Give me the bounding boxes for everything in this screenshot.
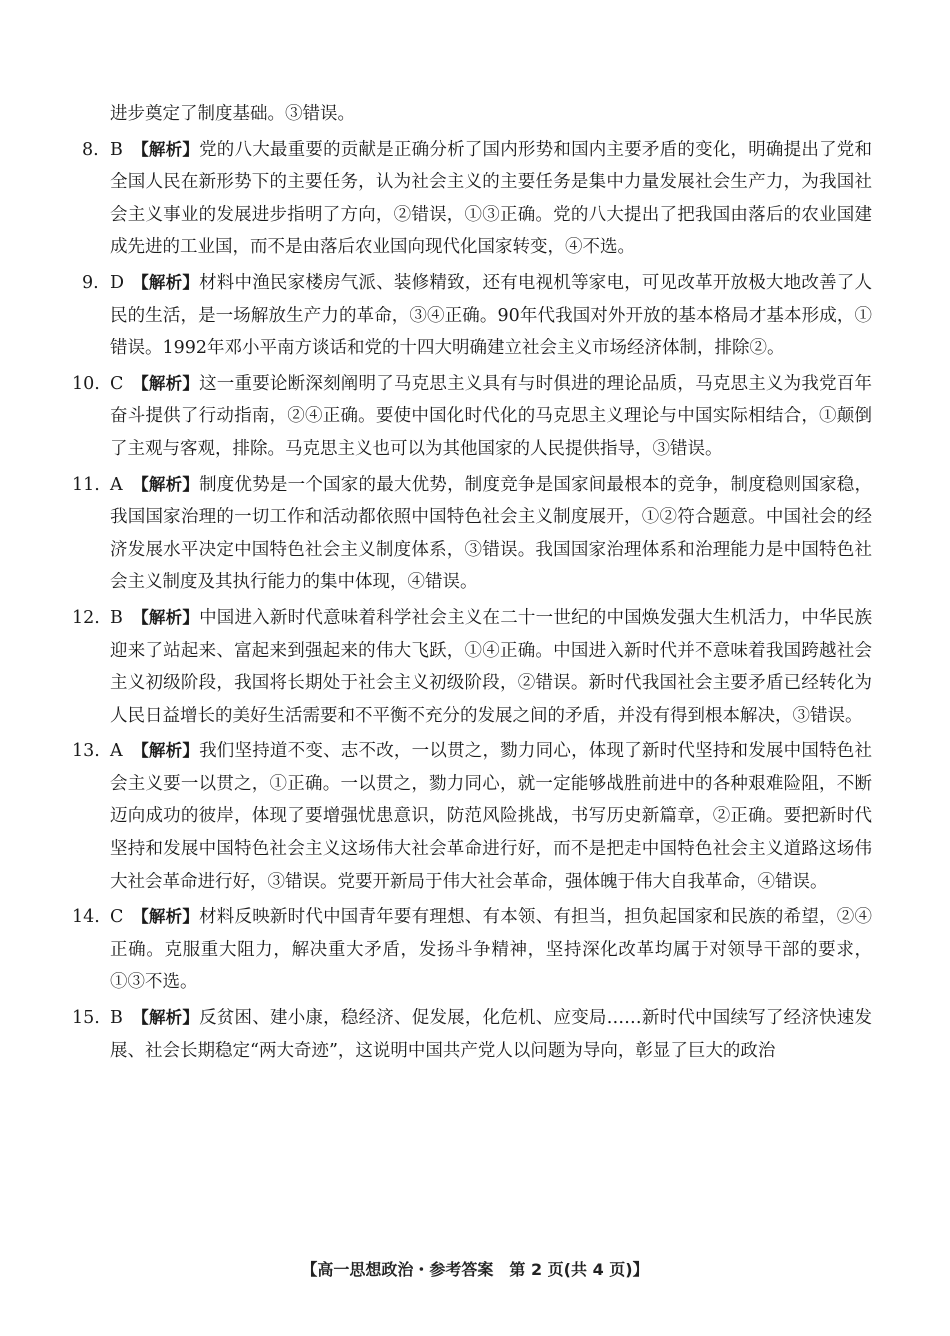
explanation-body bbox=[110, 735, 872, 898]
analysis-tag: 【解析】 bbox=[132, 373, 200, 393]
question-number: 10. bbox=[72, 373, 100, 394]
question-number: 11. bbox=[72, 474, 100, 495]
explanation-body bbox=[110, 469, 872, 599]
explanation-body bbox=[110, 602, 872, 732]
analysis-tag: 【解析】 bbox=[132, 272, 200, 292]
explanation-text: 反贫困、建小康，稳经济、促发展，化危机、应变局……新时代中国续写了经济快速发展、社会长期稳定“两大奇迹”，这说明中国共产党人以问题为导向，彰显了巨大的政治 bbox=[110, 1008, 873, 1061]
answer-letter: B bbox=[110, 607, 123, 628]
page-footer: 【高一思想政治・参考答案 第 2 页(共 4 页)】 bbox=[301, 1260, 649, 1279]
analysis-tag: 【解析】 bbox=[132, 741, 200, 761]
explanation-text: 材料中渔民家楼房气派、装修精致，还有电视机等家电，可见改革开放极大地改善了人民的生活，是一场解放生产力的革命，③④正确。90年代我国对外开放的基本格局才基本形成，①错误。1992年邓小平南方谈话和党的十四大明确建立社会主义市场经济体制，排除②。 bbox=[110, 272, 873, 359]
answer-item-11 bbox=[72, 469, 873, 599]
explanation-text: 党的八大最重要的贡献是正确分析了国内形势和国内主要矛盾的变化，明确提出了党和全国人民在新形势下的主要任务，认为社会主义的主要任务是集中力量发展社会生产力，为我国社会主义事业的发展进步指明了方向，②错误，①③正确。党的八大提出了把我国由落后的农业国建成先进的工业国，而不是由落后农业国向现代化国家转变，④不选。 bbox=[110, 139, 873, 258]
answer-item-15 bbox=[72, 1002, 873, 1067]
question-number: 12. bbox=[72, 607, 100, 628]
answer-item-10 bbox=[72, 368, 873, 466]
analysis-tag: 【解析】 bbox=[132, 139, 200, 159]
question-number: 13. bbox=[72, 741, 100, 762]
explanation-text: 这一重要论断深刻阐明了马克思主义具有与时俱进的理论品质，马克思主义为我党百年奋斗提供了行动指南，②④正确。要使中国化时代化的马克思主义理论与中国实际相结合，①颠倒了主观与客观，排除。马克思主义也可以为其他国家的人民提供指导，③错误。 bbox=[110, 373, 873, 459]
analysis-tag: 【解析】 bbox=[132, 607, 200, 627]
answer-letter: B bbox=[110, 139, 123, 160]
answer-item-8 bbox=[82, 134, 872, 264]
explanation-body bbox=[110, 267, 872, 365]
continued-text: 进步奠定了制度基础。③错误。 bbox=[110, 104, 355, 124]
answer-item-12 bbox=[72, 602, 873, 732]
answer-letter: B bbox=[110, 1008, 123, 1029]
answer-letter: C bbox=[110, 373, 124, 394]
question-number: 9. bbox=[82, 272, 99, 293]
question-number: 14. bbox=[72, 907, 100, 928]
analysis-tag: 【解析】 bbox=[132, 1008, 200, 1028]
question-number: 8. bbox=[82, 139, 99, 160]
question-number: 15. bbox=[72, 1008, 100, 1029]
answer-explanations bbox=[72, 98, 873, 1067]
answer-letter: C bbox=[110, 907, 124, 928]
explanation-text: 材料反映新时代中国青年要有理想、有本领、有担当，担负起国家和民族的希望，②④正确。克服重大阻力，解决重大矛盾，发扬斗争精神，坚持深化改革均属于对领导干部的要求，①③不选。 bbox=[110, 907, 873, 993]
answer-letter: D bbox=[110, 272, 125, 293]
analysis-tag: 【解析】 bbox=[132, 907, 200, 927]
answer-letter: A bbox=[110, 474, 123, 495]
answer-letter: A bbox=[110, 741, 123, 762]
explanation-body bbox=[110, 134, 872, 264]
explanation-text: 我们坚持道不变、志不改，一以贯之，勠力同心，体现了新时代坚持和发展中国特色社会主义要一以贯之，①正确。一以贯之，勠力同心，就一定能够战胜前进中的各种艰难险阻，不断迈向成功的彼岸，体现了要增强忧患意识，防范风险挑战，书写历史新篇章，②正确。要把新时代坚持和发展中国特色社会主义这场伟大社会革命进行好，而不是把走中国特色社会主义道路这场伟大社会革命进行好，③错误。党要开新局于伟大社会革命，强体魄于伟大自我革命，④错误。 bbox=[110, 741, 873, 892]
explanation-text: 中国进入新时代意味着科学社会主义在二十一世纪的中国焕发强大生机活力，中华民族迎来了站起来、富起来到强起来的伟大飞跃，①④正确。中国进入新时代并不意味着我国跨越社会主义初级阶段，我国将长期处于社会主义初级阶段，②错误。新时代我国社会主要矛盾已经转化为人民日益增长的美好生活需要和不平衡不充分的发展之间的矛盾，并没有得到根本解决，③错误。 bbox=[110, 607, 873, 726]
answer-item-14 bbox=[72, 901, 873, 999]
explanation-body bbox=[110, 368, 872, 466]
explanation-body bbox=[110, 1002, 872, 1067]
analysis-tag: 【解析】 bbox=[132, 474, 200, 494]
explanation-text: 制度优势是一个国家的最大优势，制度竞争是国家间最根本的竞争，制度稳则国家稳，我国国家治理的一切工作和活动都依照中国特色社会主义制度展开，①②符合题意。中国社会的经济发展水平决定中国特色社会主义制度体系，③错误。我国国家治理体系和治理能力是中国特色社会主义制度及其执行能力的集中体现，④错误。 bbox=[110, 474, 873, 593]
answer-item-9 bbox=[82, 267, 872, 365]
answer-item-13 bbox=[72, 735, 873, 898]
explanation-body bbox=[110, 901, 872, 999]
